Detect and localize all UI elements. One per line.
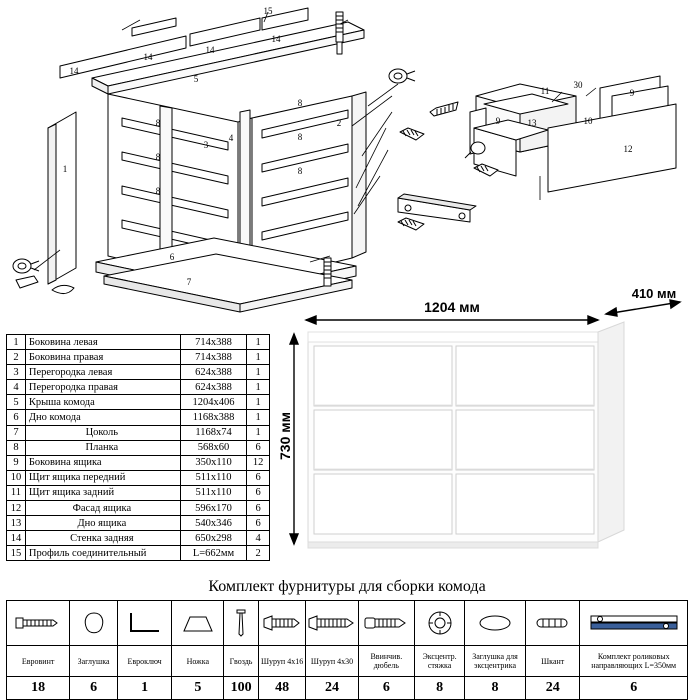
callout-8d: 8 (297, 98, 303, 108)
part-dimension: 568х60 (180, 440, 246, 455)
callout-8b: 8 (155, 152, 161, 162)
hardware-section-title: Комплект фурнитуры для сборки комода (208, 578, 486, 595)
part-dimension: 1204х406 (180, 395, 246, 410)
part-name: Перегородка левая (25, 365, 180, 380)
hardware-count: 24 (526, 677, 580, 700)
part-dimension: L=662мм (180, 546, 246, 561)
callout-11: 11 (540, 86, 550, 96)
callout-5: 5 (193, 74, 199, 84)
cam-lock-icon (415, 601, 465, 646)
part-number: 7 (7, 425, 26, 440)
hardware-count: 6 (70, 677, 118, 700)
callout-7: 7 (186, 277, 192, 287)
hardware-label: Ввинчив. дюбель (358, 646, 415, 677)
callout-8f: 8 (297, 166, 303, 176)
callout-13: 13 (527, 118, 537, 128)
part-name: Крыша комода (25, 395, 180, 410)
hardware-count: 1 (117, 677, 171, 700)
part-name: Щит ящика передний (25, 470, 180, 485)
part-number: 15 (7, 546, 26, 561)
part-quantity: 4 (247, 531, 270, 546)
hardware-label: Заглушка для эксцентрика (465, 646, 526, 677)
table-row (7, 516, 270, 531)
hardware-count: 48 (258, 677, 306, 700)
hardware-count: 8 (465, 677, 526, 700)
part-quantity: 1 (247, 395, 270, 410)
callout-10: 10 (583, 116, 593, 126)
euroscrew-icon (7, 601, 70, 646)
part-name: Цоколь (25, 425, 180, 440)
dowel-wood-icon (526, 601, 580, 646)
table-row (7, 425, 270, 440)
callout-30: 30 (573, 80, 583, 90)
part-dimension: 650х298 (180, 531, 246, 546)
part-number: 5 (7, 395, 26, 410)
callout-6: 6 (169, 252, 175, 262)
hardware-label: Евроключ (117, 646, 171, 677)
part-number: 1 (7, 335, 26, 350)
part-dimension: 624х388 (180, 380, 246, 395)
dowel-icon (358, 601, 415, 646)
part-number: 2 (7, 350, 26, 365)
part-dimension: 1168х74 (180, 425, 246, 440)
leg-icon (172, 601, 224, 646)
part-quantity: 1 (247, 335, 270, 350)
part-name: Боковина правая (25, 350, 180, 365)
dresser-illustration (308, 322, 624, 548)
parts-list-body (7, 335, 270, 561)
part-quantity: 1 (247, 425, 270, 440)
table-row (7, 395, 270, 410)
part-number: 11 (7, 485, 26, 500)
eurokey-icon (117, 601, 171, 646)
table-row (7, 470, 270, 485)
hardware-label: Эксцентр. стяжка (415, 646, 465, 677)
table-row (7, 335, 270, 350)
callout-14d: 14 (271, 34, 281, 44)
hardware-count: 6 (580, 677, 688, 700)
part-number: 6 (7, 410, 26, 425)
part-quantity: 6 (247, 440, 270, 455)
part-number: 10 (7, 470, 26, 485)
hardware-labels-row (7, 646, 688, 677)
table-row (7, 440, 270, 455)
table-row (7, 531, 270, 546)
part-name: Щит ящика задний (25, 485, 180, 500)
callout-12: 12 (623, 144, 633, 154)
callout-14a: 14 (69, 66, 79, 76)
callout-8e: 8 (297, 132, 303, 142)
width-dimension (306, 316, 598, 324)
hardware-count: 100 (224, 677, 258, 700)
part-quantity: 1 (247, 380, 270, 395)
hardware-table (6, 600, 688, 700)
depth-dimension (606, 300, 680, 316)
width-label: 1204 мм (424, 299, 480, 315)
depth-label: 410 мм (631, 286, 677, 301)
hardware-counts-row (7, 677, 688, 700)
part-quantity: 6 (247, 501, 270, 516)
table-row (7, 380, 270, 395)
callout-3: 3 (203, 140, 209, 150)
slide-rail-icon (580, 601, 688, 646)
hardware-label: Гвоздь (224, 646, 258, 677)
table-row (7, 485, 270, 500)
part-quantity: 6 (247, 470, 270, 485)
hardware-count: 5 (172, 677, 224, 700)
part-dimension: 511х110 (180, 470, 246, 485)
part-number: 12 (7, 501, 26, 516)
part-dimension: 714х388 (180, 335, 246, 350)
part-number: 8 (7, 440, 26, 455)
callout-9a: 9 (495, 116, 501, 126)
part-dimension: 714х388 (180, 350, 246, 365)
product-dimensions-figure (276, 286, 694, 578)
part-name: Боковина ящика (25, 455, 180, 470)
callout-14c: 14 (205, 45, 215, 55)
hardware-label: Евровинт (7, 646, 70, 677)
screw-4x16-icon (258, 601, 306, 646)
part-number: 9 (7, 455, 26, 470)
screw-4x30-icon (306, 601, 358, 646)
hardware-count: 24 (306, 677, 358, 700)
table-row (7, 410, 270, 425)
table-row (7, 546, 270, 561)
parts-list-table (6, 334, 270, 561)
part-name: Перегородка правая (25, 380, 180, 395)
table-row (7, 455, 270, 470)
part-number: 4 (7, 380, 26, 395)
callout-2: 2 (336, 118, 342, 128)
hardware-count: 6 (358, 677, 415, 700)
table-row (7, 365, 270, 380)
nail-icon (224, 601, 258, 646)
cap-icon (70, 601, 118, 646)
callout-1: 1 (62, 164, 68, 174)
hardware-label: Шуруп 4х16 (258, 646, 306, 677)
callout-8a: 8 (155, 118, 161, 128)
callout-15: 15 (263, 6, 273, 16)
part-dimension: 511х110 (180, 485, 246, 500)
part-quantity: 1 (247, 350, 270, 365)
part-quantity: 2 (247, 546, 270, 561)
part-dimension: 1168х388 (180, 410, 246, 425)
hardware-icons-row (7, 601, 688, 646)
callout-8c: 8 (155, 186, 161, 196)
part-name: Профиль соединительный (25, 546, 180, 561)
hardware-label: Заглушка (70, 646, 118, 677)
part-number: 3 (7, 365, 26, 380)
part-name: Дно комода (25, 410, 180, 425)
part-dimension: 624х388 (180, 365, 246, 380)
part-dimension: 596х170 (180, 501, 246, 516)
callout-9b: 9 (629, 88, 635, 98)
part-dimension: 540х346 (180, 516, 246, 531)
table-row (7, 350, 270, 365)
part-name: Фасад ящика (25, 501, 180, 516)
part-quantity: 6 (247, 516, 270, 531)
hardware-count: 8 (415, 677, 465, 700)
part-number: 14 (7, 531, 26, 546)
callout-14b: 14 (143, 52, 153, 62)
part-quantity: 1 (247, 410, 270, 425)
table-row (7, 501, 270, 516)
hardware-label: Шуруп 4х30 (306, 646, 358, 677)
part-name: Стенка задняя (25, 531, 180, 546)
part-name: Боковина левая (25, 335, 180, 350)
hardware-label: Комплект роликовых направляющих L=350мм (580, 646, 688, 677)
part-quantity: 12 (247, 455, 270, 470)
part-quantity: 1 (247, 365, 270, 380)
height-label: 730 мм (277, 412, 293, 460)
part-number: 13 (7, 516, 26, 531)
cam-cap-icon (465, 601, 526, 646)
hardware-count: 18 (7, 677, 70, 700)
hardware-label: Шкант (526, 646, 580, 677)
part-dimension: 350х110 (180, 455, 246, 470)
exploded-assembly-diagram (0, 0, 694, 320)
callout-4: 4 (228, 133, 234, 143)
part-name: Планка (25, 440, 180, 455)
part-quantity: 6 (247, 485, 270, 500)
hardware-label: Ножка (172, 646, 224, 677)
part-name: Дно ящика (25, 516, 180, 531)
